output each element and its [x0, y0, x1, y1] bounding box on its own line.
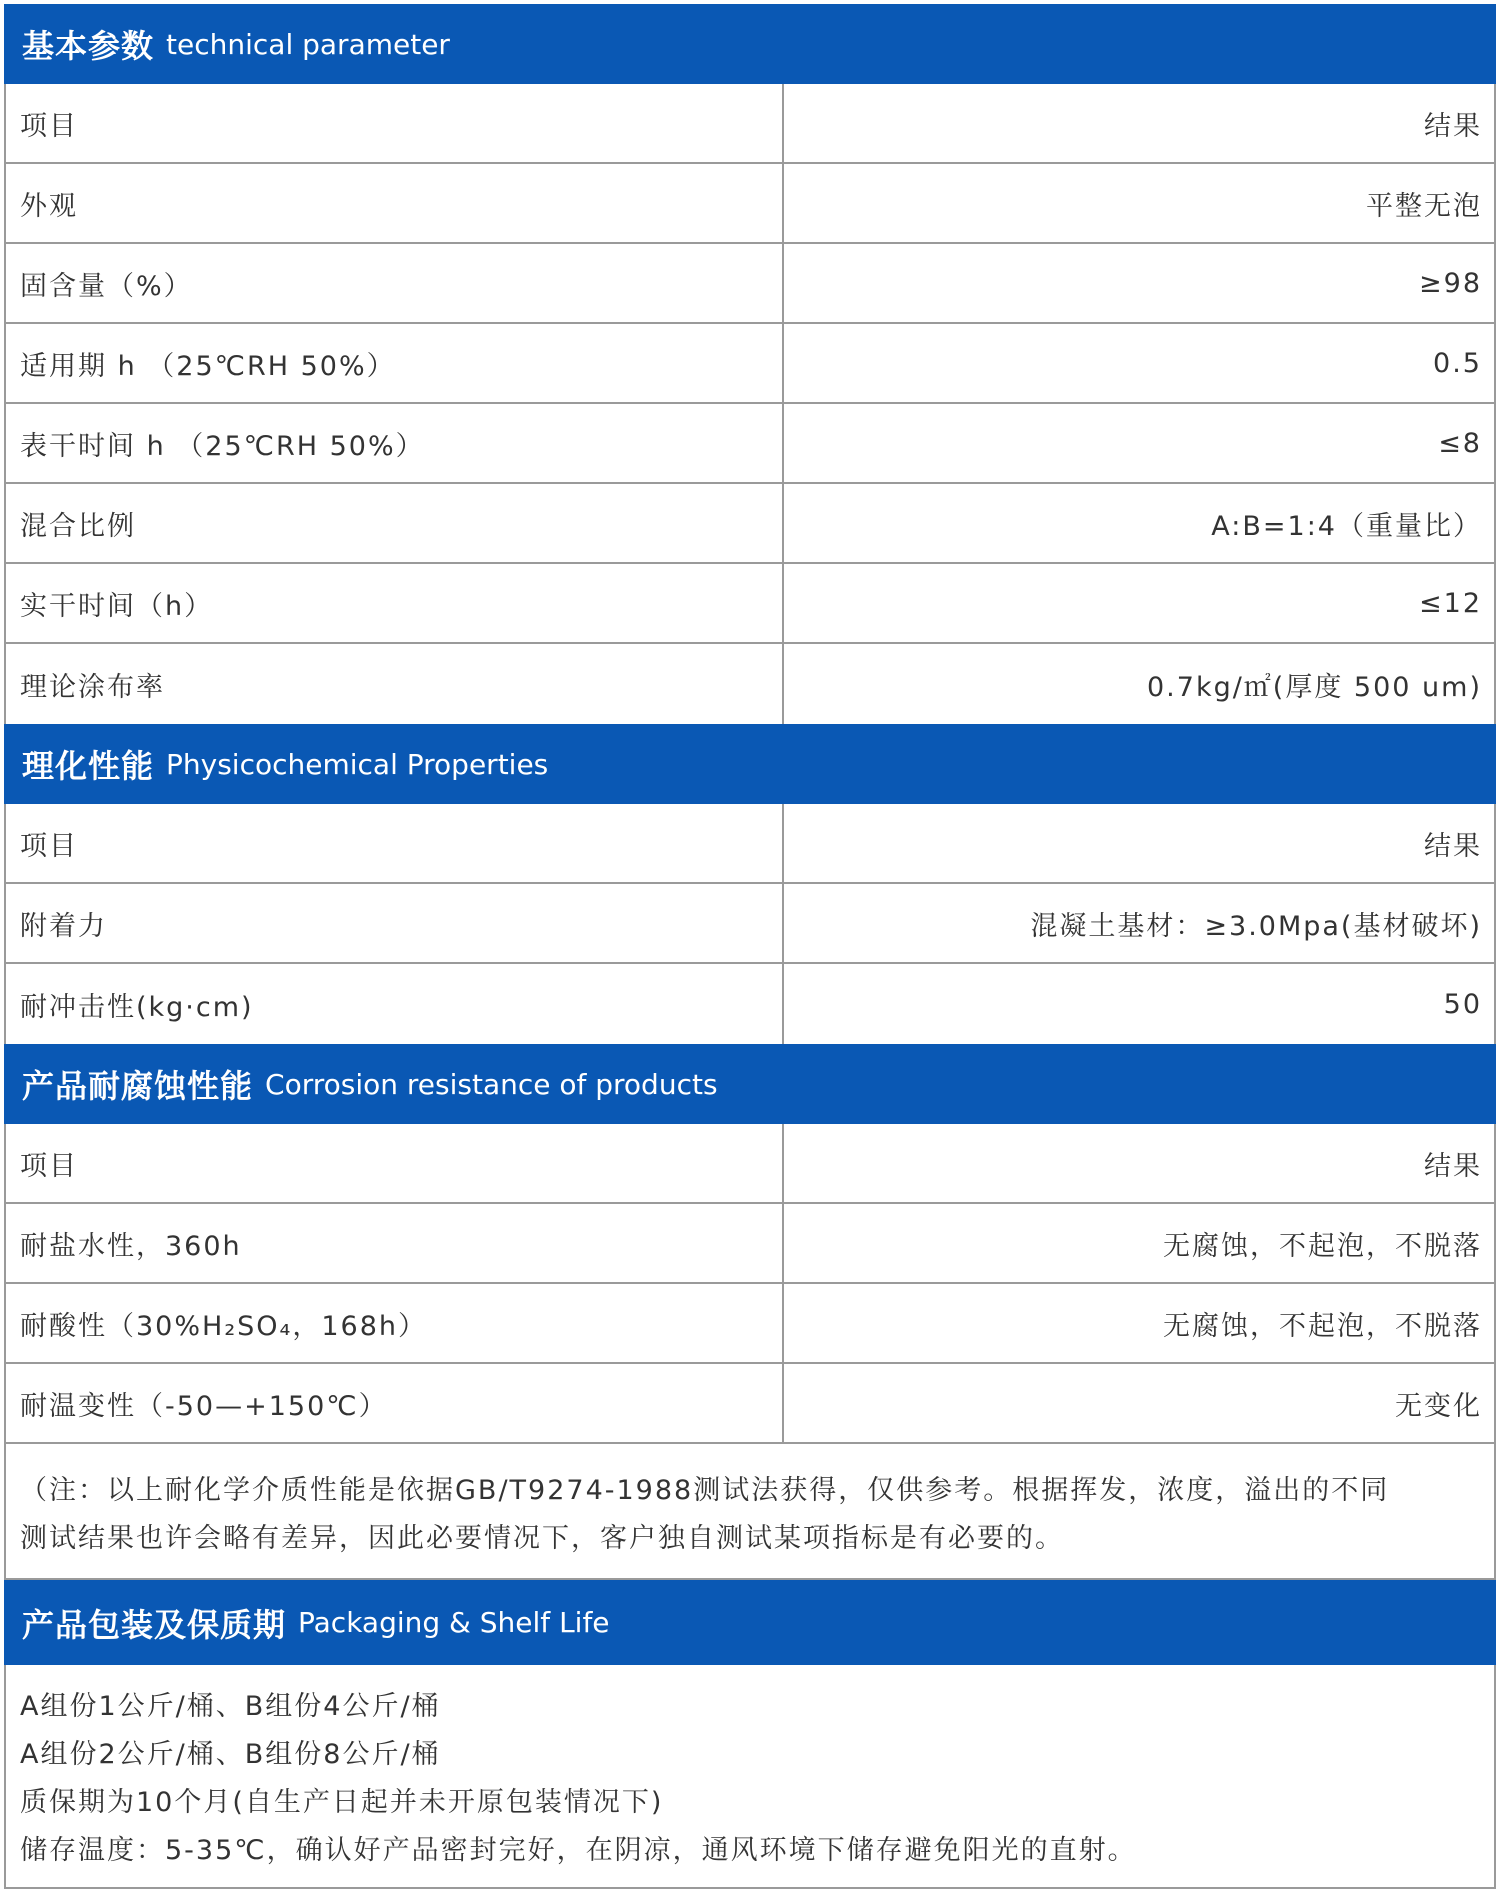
section-header-physicochemical	[4, 724, 1496, 804]
table-row	[4, 1284, 1496, 1364]
row-result: ≤8	[1438, 427, 1482, 459]
row-result: 无腐蚀，不起泡，不脱落	[1163, 1310, 1482, 1342]
disclaimer-note	[4, 1445, 1496, 1580]
table-row	[4, 644, 1496, 724]
row-item: 适用期 h （25℃RH 50%）	[4, 324, 784, 402]
row-item: 实干时间（h）	[4, 564, 784, 642]
section-title-cn: 产品耐腐蚀性能	[22, 1067, 254, 1105]
row-item: 耐温变性（-50—+150℃）	[4, 1364, 784, 1442]
section-title-en: Packaging & Shelf Life	[298, 1606, 610, 1639]
column-header-result: 结果	[1424, 110, 1482, 142]
table-row	[4, 484, 1496, 564]
column-header-item: 项目	[4, 84, 784, 162]
section-header-corrosion	[4, 1044, 1496, 1124]
packaging-line: 储存温度：5-35℃，确认好产品密封完好，在阴凉，通风环境下储存避免阳光的直射。	[20, 1835, 1137, 1866]
table-row	[4, 1204, 1496, 1284]
table-row	[4, 564, 1496, 644]
note-line: （注：以上耐化学介质性能是依据GB/T9274-1988测试法获得，仅供参考。根据挥发，浓度，溢出的不同	[20, 1475, 1390, 1506]
table-header-row	[4, 84, 1496, 164]
row-result: ≤12	[1419, 587, 1482, 619]
row-result: 无腐蚀，不起泡，不脱落	[1163, 1230, 1482, 1262]
table-header-row	[4, 1124, 1496, 1204]
row-result: 混凝土基材：≥3.0Mpa(基材破坏)	[1030, 910, 1482, 942]
note-line: 测试结果也许会略有差异，因此必要情况下，客户独自测试某项指标是有必要的。	[20, 1523, 1064, 1554]
row-result: 50	[1443, 988, 1482, 1020]
table-row	[4, 884, 1496, 964]
row-result: 平整无泡	[1366, 190, 1482, 222]
row-item: 外观	[4, 164, 784, 242]
packaging-line: A组份1公斤/桶、B组份4公斤/桶	[20, 1691, 441, 1722]
table-row	[4, 1364, 1496, 1444]
packaging-line: A组份2公斤/桶、B组份8公斤/桶	[20, 1739, 441, 1770]
packaging-line: 质保期为10个月(自生产日起并未开原包装情况下)	[20, 1787, 664, 1818]
table-header-row	[4, 804, 1496, 884]
row-item: 耐盐水性，360h	[4, 1204, 784, 1282]
row-result: 0.5	[1433, 347, 1482, 379]
row-result: 0.7kg/㎡(厚度 500 um)	[1147, 671, 1482, 703]
section-header-packaging	[4, 1580, 1496, 1665]
row-item: 固含量（%）	[4, 244, 784, 322]
section-title-en: Physicochemical Properties	[166, 747, 549, 781]
table-row	[4, 164, 1496, 244]
section-header-technical	[4, 4, 1496, 84]
column-header-result: 结果	[1424, 1150, 1482, 1182]
row-item: 耐酸性（30%H₂SO₄，168h）	[4, 1284, 784, 1362]
row-item: 混合比例	[4, 484, 784, 562]
table-row	[4, 404, 1496, 484]
column-header-item: 项目	[4, 1124, 784, 1202]
column-header-result: 结果	[1424, 830, 1482, 862]
table-row	[4, 244, 1496, 324]
row-item: 附着力	[4, 884, 784, 962]
row-item: 耐冲击性(kg·cm)	[4, 964, 784, 1044]
row-item: 表干时间 h （25℃RH 50%）	[4, 404, 784, 482]
section-title-en: technical parameter	[166, 27, 450, 61]
row-result: 无变化	[1395, 1390, 1482, 1422]
section-title-cn: 产品包装及保质期	[22, 1605, 287, 1644]
packaging-info	[4, 1665, 1496, 1875]
row-item: 理论涂布率	[4, 644, 784, 724]
table-row	[4, 324, 1496, 404]
section-title-cn: 理化性能	[22, 747, 155, 785]
column-header-item: 项目	[4, 804, 784, 882]
table-row	[4, 964, 1496, 1044]
row-result: A:B=1:4（重量比）	[1211, 510, 1482, 542]
row-result: ≥98	[1419, 267, 1482, 299]
section-title-cn: 基本参数	[22, 27, 155, 65]
section-title-en: Corrosion resistance of products	[265, 1067, 718, 1101]
